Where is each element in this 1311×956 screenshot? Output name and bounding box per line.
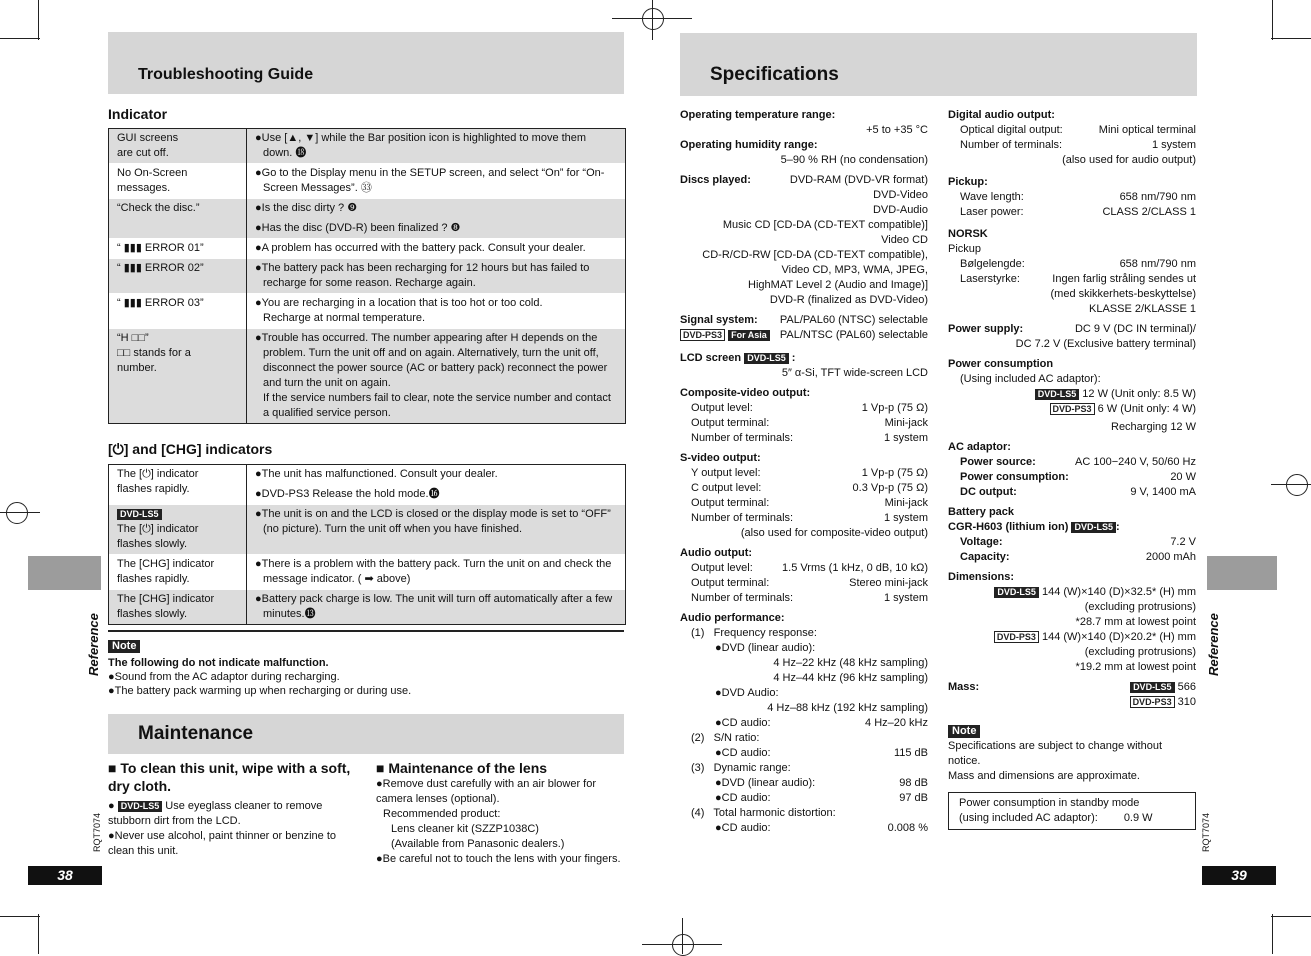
crop-mark <box>1272 914 1273 954</box>
spec-value: Mini-jack <box>884 497 928 509</box>
spec-key: Capacity: <box>960 551 1010 563</box>
spec-key: Number of terminals: <box>691 512 794 524</box>
side-tab <box>1207 556 1277 590</box>
spec-key: Number of terminals: <box>691 592 794 604</box>
spec-value: PAL/PAL60 (NTSC) selectable <box>779 314 928 326</box>
spec-row <box>948 535 1196 550</box>
spec-note: (excluding protrusions) <box>1084 646 1196 658</box>
comp-rows <box>680 401 928 446</box>
registration-mark-icon <box>642 8 664 30</box>
note-line: Mass and dimensions are approximate. <box>948 770 1140 782</box>
spec-value: Mini-jack <box>884 417 928 429</box>
registration-line <box>682 918 683 954</box>
spec-value: 0.008 % <box>887 822 928 834</box>
spec-value: 5″ α-Si, TFT wide-screen LCD <box>781 367 928 379</box>
model-badge: DVD-LS5 <box>1130 682 1175 693</box>
table-cell <box>247 239 626 259</box>
chg-table <box>108 464 626 625</box>
ac-rows <box>948 455 1196 500</box>
spec-label: Operating temperature range: <box>680 109 836 121</box>
spec-key: (1) Frequency response: <box>691 627 817 639</box>
crop-mark <box>0 38 40 39</box>
table-row <box>109 164 625 199</box>
model-badge: DVD-PS3 <box>1130 696 1175 708</box>
spec-value: 144 (W)×140 (D)×20.2* (H) mm <box>1041 631 1196 643</box>
spec-row <box>680 806 928 821</box>
spec-row <box>680 716 928 731</box>
spec-label: Digital audio output: <box>948 109 1055 121</box>
spec-value: DC 7.2 V (Exclusive battery terminal) <box>1015 338 1196 350</box>
discs-list <box>680 188 928 308</box>
spec-column-2: Digital audio output: Optical digital output: Mini optical terminal Number of terminals: 1 system (also used for audio output) Pickup: Wave length: 658 nm/790 nm Laser power: CLASS 2/CLASS 1 NORSK Pickup Bølgelengde: 658 nm/790 nm Laserstyrke: Ingen farlig stråling sendes ut (med skikkerhets-beskyttelse) KLASSE 2/KLASSE 1 Power supply: DC 9 V (DC IN terminal)/ DC 7.2 V (Exclusive battery terminal) Power consumption (Using included AC adaptor): DVD-LS5 12 W (Unit only: 8.5 W) DVD-PS3 6 W (Unit only: 4 W) Recharging 12 W AC adaptor: Power source: AC 100−240 V, 50/60 Hz Power consumption: 20 W DC output: 9 V, 1400 mA Battery pack CGR-H603 (lithium ion) DVD-LS5 : Voltage: 7.2 V Capacity: 2000 mAh Dimensions: DVD-LS5 144 (W)×140 (D)×32.5* (H) mm (excluding protrusions) *28.7 mm at lowest point DVD-PS3 144 (W)×140 (D)×20.2* (H) mm (excluding protrusions) *19.2 mm at lowest point Mass: DVD-LS5 566 DVD-PS3 310 Note Specifications are subject to change without notice. Mass and dimensions are approximate. Power consumption in standby mode (using included AC adaptor): 0.9 W <box>948 108 1196 830</box>
symptom-text: “H □□” □□ stands for a number. <box>117 332 191 374</box>
spec-row <box>680 576 928 591</box>
spec-value: +5 to +35 °C <box>866 124 928 136</box>
symptom-text: The [⏻] indicator flashes slowly. <box>117 523 199 550</box>
spec-row <box>680 511 928 526</box>
spec-note: *28.7 mm at lowest point <box>1075 616 1196 628</box>
spec-value: Stereo mini-jack <box>849 577 928 589</box>
spec-key: Output terminal: <box>691 497 770 509</box>
spec-value: 144 (W)×140 (D)×32.5* (H) mm <box>1041 586 1196 598</box>
spec-value: 1.5 Vrms (1 kHz, 0 dB, 10 kΩ) <box>782 562 928 574</box>
doc-code: RQT7074 <box>92 812 102 852</box>
spec-row <box>948 272 1196 287</box>
registration-line <box>0 512 40 513</box>
spec-note: *19.2 mm at lowest point <box>1075 661 1196 673</box>
model-badge: DVD-LS5 <box>118 801 163 812</box>
spec-row <box>680 481 928 496</box>
spec-row <box>948 190 1196 205</box>
spec-row <box>948 470 1196 485</box>
lens-line: ●Remove dust carefully with an air blower for camera lenses (optional). <box>376 778 597 805</box>
spec-value: 4 Hz–20 kHz <box>865 717 928 729</box>
remedy-text: ●Go to the Display menu in the SETUP screen, and select “On” for “On-Screen Messages”. ㉝ <box>255 167 605 194</box>
perf-rows <box>680 626 928 836</box>
standby-line: (using included AC adaptor): <box>959 812 1098 824</box>
spec-key: Output level: <box>691 402 753 414</box>
table-cell <box>247 465 626 505</box>
spec-row <box>680 626 928 641</box>
model-badge: DVD-LS5 <box>744 353 789 364</box>
table-cell <box>109 239 247 259</box>
spec-key: ●CD audio: <box>715 747 771 759</box>
table-cell <box>247 329 626 424</box>
spec-row <box>680 776 928 791</box>
spec-note: (also used for composite-video output) <box>740 527 928 539</box>
spec-key: Bølgelengde: <box>960 258 1025 270</box>
maintenance-title: Maintenance <box>138 723 254 744</box>
remedy-text: ●A problem has occurred with the battery pack. Consult your dealer. <box>255 242 586 254</box>
spec-row <box>680 466 928 481</box>
spec-sub: Pickup <box>948 243 982 255</box>
spec-key: Optical digital output: <box>960 124 1063 136</box>
pickup-rows <box>948 190 1196 220</box>
spec-label: Dimensions: <box>948 571 1015 583</box>
svideo-rows <box>680 466 928 526</box>
crop-mark <box>1271 38 1311 39</box>
remedy-text: ●Has the disc (DVD-R) been finalized ? ❽ <box>255 222 461 234</box>
model-badge: DVD-PS3 <box>680 329 725 341</box>
spec-key: Power source: <box>960 456 1036 468</box>
spec-label: Composite-video output: <box>680 387 811 399</box>
spec-key: DC output: <box>960 486 1017 498</box>
audio-rows <box>680 561 928 606</box>
registration-mark-icon <box>6 502 28 524</box>
spec-value: 4 Hz–88 kHz (192 kHz sampling) <box>767 702 928 714</box>
table-row <box>109 590 625 625</box>
spec-value: 1 system <box>883 432 928 444</box>
table-cell <box>247 555 626 590</box>
spec-label: CGR-H603 (lithium ion) <box>948 521 1069 533</box>
spec-value: 566 <box>1177 681 1196 693</box>
spec-row <box>948 455 1196 470</box>
spec-label: Power consumption <box>948 358 1054 370</box>
table-row <box>109 199 625 239</box>
spec-label: Audio performance: <box>680 612 785 624</box>
table-cell <box>109 329 247 424</box>
lens-line: Recommended product: <box>383 808 501 820</box>
spec-sub: (Using included AC adaptor): <box>960 373 1101 385</box>
table-row <box>109 555 625 590</box>
remedy-text: ●Trouble has occurred. The number appearing after H depends on the problem. Turn the unit off and on again. Alternatively, turn the unit off, disconnect the power source (AC or battery pack) reconnect the power and turn the unit on again. If the service numbers fail to clear, note the service number and contact a qualified service person. <box>255 332 611 419</box>
remedy-text: ●DVD-PS3 Release the hold mode.⓰ <box>255 488 440 500</box>
spec-row <box>680 761 928 776</box>
disc-type: HighMAT Level 2 (Audio and Image)] <box>748 279 928 291</box>
disc-type: DVD-Video <box>873 189 928 201</box>
table-row <box>109 239 625 259</box>
spec-key: (4) Total harmonic distortion: <box>691 807 836 819</box>
spec-row <box>680 416 928 431</box>
spec-value: 310 <box>1177 696 1196 708</box>
spec-row <box>680 496 928 511</box>
spec-key: ●CD audio: <box>715 822 771 834</box>
disc-type: DVD-Audio <box>872 204 928 216</box>
remedy-text: ●You are recharging in a location that is too hot or too cold. Recharge at normal temperature. <box>255 297 543 324</box>
spec-value: 2000 mAh <box>1145 551 1196 563</box>
spec-key: Power consumption: <box>960 471 1069 483</box>
spec-value: 1 system <box>883 512 928 524</box>
remedy-text: ●There is a problem with the battery pack. Turn the unit on and check the message indicator. ( ➡ above) <box>255 558 612 585</box>
table-row <box>109 329 625 424</box>
spec-value: DVD-RAM (DVD-VR format) <box>789 174 928 186</box>
remedy-text: ●The unit is on and the LCD is closed or the display mode is set to “OFF” (no picture). Turn the unit off when you have finished. <box>255 508 611 535</box>
troubleshooting-header <box>108 32 624 94</box>
spec-key: Laserstyrke: <box>960 273 1020 285</box>
note-heading: The following do not indicate malfunction. <box>108 657 329 669</box>
table-cell <box>109 294 247 329</box>
spec-note: (also used for audio output) <box>1062 154 1196 166</box>
region-badge: For Asia <box>728 330 770 341</box>
table-row <box>109 505 625 555</box>
symptom-text: “Check the disc.” <box>117 202 200 214</box>
remedy-text: ●Is the disc dirty ? ❾ <box>255 202 358 214</box>
page-number: 39 <box>1202 866 1276 885</box>
table-row <box>109 294 625 329</box>
lens-line: ●Be careful not to touch the lens with your fingers. <box>376 853 621 865</box>
spec-row <box>948 485 1196 500</box>
table-cell <box>109 465 247 505</box>
crop-mark <box>38 0 39 40</box>
model-badge: DVD-PS3 <box>994 631 1039 643</box>
model-badge: DVD-PS3 <box>1050 403 1095 415</box>
table-cell <box>109 259 247 294</box>
spec-value: 4 Hz–22 kHz (48 kHz sampling) <box>773 657 928 669</box>
spec-row <box>680 431 928 446</box>
page-number: 38 <box>28 866 102 885</box>
spec-key: Number of terminals: <box>691 432 794 444</box>
note-label: Note <box>108 640 140 653</box>
spec-key: ●DVD (linear audio): <box>715 642 816 654</box>
model-badge: DVD-LS5 <box>994 587 1039 598</box>
spec-row <box>680 671 928 686</box>
registration-line <box>1271 484 1311 485</box>
spec-value: 1 Vp-p (75 Ω) <box>861 467 928 479</box>
symptom-text: GUI screens are cut off. <box>117 132 179 159</box>
spec-key: Wave length: <box>960 191 1024 203</box>
crop-mark <box>1271 916 1311 917</box>
spec-value: 0.3 Vp-p (75 Ω) <box>852 482 928 494</box>
spec-value: 1 system <box>883 592 928 604</box>
spec-key: (3) Dynamic range: <box>691 762 791 774</box>
clean-line: ●Never use alcohol, paint thinner or benzine to clean this unit. <box>108 830 337 857</box>
spec-key: Output terminal: <box>691 417 770 429</box>
spec-column-1 <box>680 108 928 836</box>
table-cell <box>109 199 247 239</box>
remedy-text: ●Use [▲, ▼] while the Bar position icon is highlighted to move them down. ⓲ <box>255 132 587 159</box>
remedy-text: ●The unit has malfunctioned. Consult your dealer. <box>255 468 498 480</box>
spec-row <box>680 791 928 806</box>
bat-rows <box>948 535 1196 565</box>
spec-value: 6 W (Unit only: 4 W) <box>1097 403 1196 415</box>
spec-value: PAL/NTSC (PAL60) selectable <box>779 329 928 341</box>
spec-row <box>680 641 928 656</box>
table-cell <box>247 259 626 294</box>
spec-row <box>680 821 928 836</box>
spec-row <box>948 205 1196 220</box>
indicator-title: Indicator <box>108 106 168 122</box>
lens-line: Lens cleaner kit (SZZP1038C) <box>391 823 539 835</box>
table-row <box>109 259 625 294</box>
side-label: Reference <box>86 613 101 676</box>
table-cell <box>109 164 247 199</box>
disc-type: Video CD <box>881 234 928 246</box>
spec-key: Output level: <box>691 562 753 574</box>
table-cell <box>247 199 626 239</box>
spec-value: 97 dB <box>899 792 928 804</box>
disc-type: DVD-R (finalized as DVD-Video) <box>769 294 928 306</box>
spec-row <box>680 591 928 606</box>
indicator-table <box>108 128 626 424</box>
symptom-text: No On-Screen messages. <box>117 167 188 194</box>
spec-label: S-video output: <box>680 452 761 464</box>
spec-value: 98 dB <box>899 777 928 789</box>
spec-value: Ingen farlig stråling sendes ut <box>1052 273 1196 285</box>
spec-label: Audio output: <box>680 547 753 559</box>
table-cell <box>247 294 626 329</box>
spec-label: Mass: <box>948 681 980 693</box>
spec-value: 7.2 V <box>1170 536 1196 548</box>
chg-indicators-title: [⏻] and [CHG] indicators <box>108 441 273 457</box>
spec-row <box>680 746 928 761</box>
symptom-text: “ ▮▮▮ ERROR 01” <box>117 242 204 254</box>
spec-row <box>948 138 1196 153</box>
section-title: Specifications <box>710 64 839 85</box>
spec-key: Number of terminals: <box>960 139 1063 151</box>
spec-value: 1 Vp-p (75 Ω) <box>861 402 928 414</box>
spec-label: Signal system: <box>680 314 758 326</box>
crop-mark <box>1272 0 1273 40</box>
spec-key: Voltage: <box>960 536 1003 548</box>
registration-mark-icon <box>672 934 694 956</box>
spec-row <box>948 257 1196 272</box>
spec-note: (med skikkerhets-beskyttelse) <box>1050 288 1196 300</box>
symptom-text: The [CHG] indicator flashes rapidly. <box>117 558 215 585</box>
side-tab <box>28 556 101 590</box>
standby-box <box>948 792 1196 830</box>
spec-key: Output terminal: <box>691 577 770 589</box>
spec-value: 9 V, 1400 mA <box>1130 486 1196 498</box>
crop-mark <box>38 914 39 954</box>
spec-key: (2) S/N ratio: <box>691 732 760 744</box>
spec-value: 658 nm/790 nm <box>1119 258 1196 270</box>
spec-key: ●DVD (linear audio): <box>715 777 816 789</box>
disc-type: CD-R/CD-RW [CD-DA (CD-TEXT compatible), <box>702 249 928 261</box>
clean-title: ■ To clean this unit, wipe with a soft, dry cloth. <box>108 760 351 794</box>
table-cell <box>247 164 626 199</box>
spec-row <box>948 123 1196 138</box>
spec-label: Discs played: <box>680 174 751 186</box>
spec-row <box>680 731 928 746</box>
symptom-text: “ ▮▮▮ ERROR 02” <box>117 262 204 274</box>
lens-line: (Available from Panasonic dealers.) <box>391 838 565 850</box>
table-cell <box>109 505 247 555</box>
table-cell <box>247 590 626 625</box>
clean-section: ■ To clean this unit, wipe with a soft, dry cloth. ● DVD-LS5 Use eyeglass cleaner to remove stubborn dirt from the LCD. ●Never use alcohol, paint thinner or benzine to clean this unit. <box>108 759 353 859</box>
symptom-text: The [⏻] indicator flashes rapidly. <box>117 468 199 495</box>
spec-key: ●DVD Audio: <box>715 687 779 699</box>
spec-key: Laser power: <box>960 206 1024 218</box>
doc-code: RQT7074 <box>1201 812 1211 852</box>
spec-key: ●CD audio: <box>715 792 771 804</box>
spec-label: Battery pack <box>948 506 1015 518</box>
note-line: Specifications are subject to change without notice. <box>948 740 1163 767</box>
side-label: Reference <box>1206 613 1221 676</box>
section-title: Troubleshooting Guide <box>138 66 314 83</box>
note-line: ●Sound from the AC adaptor during recharging. <box>108 671 340 683</box>
spec-value: Mini optical terminal <box>1098 124 1196 136</box>
symptom-text: The [CHG] indicator flashes slowly. <box>117 593 215 620</box>
spec-value: AC 100−240 V, 50/60 Hz <box>1075 456 1196 468</box>
table-cell <box>109 129 247 164</box>
spec-value: 658 nm/790 nm <box>1119 191 1196 203</box>
maintenance-header <box>108 714 624 754</box>
spec-row <box>680 561 928 576</box>
symptom-text: “ ▮▮▮ ERROR 03” <box>117 297 204 309</box>
note-rule <box>108 630 624 632</box>
spec-row <box>948 550 1196 565</box>
spec-value: 5–90 % RH (no condensation) <box>780 154 928 166</box>
spec-row <box>680 686 928 701</box>
spec-key: Y output level: <box>691 467 761 479</box>
table-cell <box>109 555 247 590</box>
disc-type: Video CD, MP3, WMA, JPEG, <box>781 264 928 276</box>
table-cell <box>247 505 626 555</box>
note-label: Note <box>948 725 980 738</box>
spec-row <box>680 656 928 671</box>
spec-row <box>680 401 928 416</box>
spec-label: LCD screen <box>680 352 742 364</box>
spec-row <box>680 701 928 716</box>
remedy-text: ●Battery pack charge is low. The unit will turn off automatically after a few minutes.⓭ <box>255 593 613 620</box>
model-badge: DVD-LS5 <box>1071 522 1116 533</box>
spec-value: 1 system <box>1151 139 1196 151</box>
spec-label: Operating humidity range: <box>680 139 818 151</box>
spec-label: AC adaptor: <box>948 441 1011 453</box>
table-row <box>109 129 625 164</box>
disc-type: Music CD [CD-DA (CD-TEXT compatible)] <box>722 219 928 231</box>
table-row <box>109 465 625 505</box>
model-badge: DVD-LS5 <box>1035 389 1080 400</box>
spec-label: Pickup: <box>948 176 988 188</box>
clean-line: Use eyeglass cleaner to remove stubborn dirt from the LCD. <box>108 800 323 827</box>
spec-key: C output level: <box>691 482 762 494</box>
spec-colon: : <box>791 352 796 364</box>
spec-note: (excluding protrusions) <box>1084 601 1196 613</box>
spec-label: NORSK <box>948 228 988 240</box>
lens-title: ■ Maintenance of the lens <box>376 760 548 776</box>
spec-note: KLASSE 2/KLASSE 1 <box>1088 303 1196 315</box>
spec-label: Power supply: <box>948 323 1024 335</box>
standby-value: 0.9 W <box>1123 812 1153 824</box>
specifications-header <box>680 33 1197 96</box>
registration-mark-icon <box>1286 474 1308 496</box>
spec-value: 115 dB <box>893 747 928 759</box>
spec-key: ●CD audio: <box>715 717 771 729</box>
model-badge: DVD-LS5 <box>117 509 162 520</box>
spec-value: DC 9 V (DC IN terminal)/ <box>1074 323 1196 335</box>
table-cell <box>109 590 247 625</box>
lens-section <box>376 759 622 867</box>
spec-value: Recharging 12 W <box>1111 421 1196 433</box>
note-line: ●The battery pack warming up when recharging or during use. <box>108 685 412 697</box>
note-box <box>108 636 624 698</box>
registration-line <box>652 0 653 40</box>
norsk-rows <box>948 257 1196 287</box>
spec-value: 20 W <box>1170 471 1196 483</box>
remedy-text: ●The battery pack has been recharging for 12 hours but has failed to recharge for some reason. Recharge again. <box>255 262 590 289</box>
crop-mark <box>0 916 40 917</box>
standby-line: Power consumption in standby mode <box>959 797 1140 809</box>
spec-value: 12 W (Unit only: 8.5 W) <box>1082 388 1196 400</box>
spec-value: CLASS 2/CLASS 1 <box>1102 206 1196 218</box>
spec-value: 4 Hz–44 kHz (96 kHz sampling) <box>773 672 928 684</box>
dig-rows <box>948 123 1196 153</box>
table-cell <box>247 129 626 164</box>
